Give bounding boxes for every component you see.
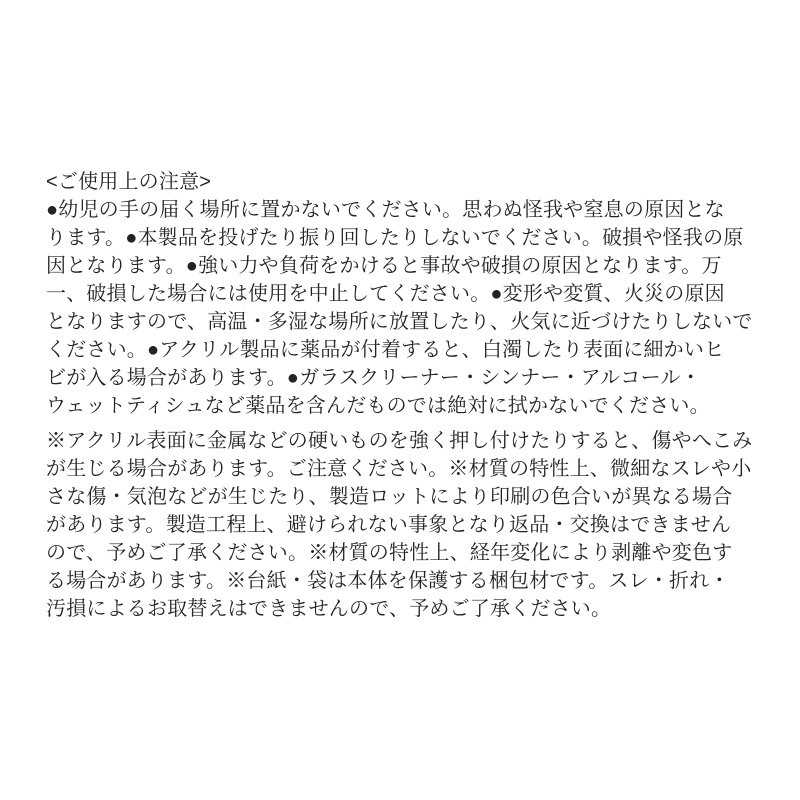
notice-line: ください。●アクリル製品に薬品が付着すると、白濁したり表面に細かいヒ	[46, 339, 725, 361]
notice-line: る場合があります。※台紙・袋は本体を保護する梱包材です。スレ・折れ・	[46, 570, 730, 592]
notice-line: ります。●本製品を投げたり振り回したりしないでください。破損や怪我の原	[46, 227, 744, 249]
notice-line: ビが入る場合があります。●ガラスクリーナー・シンナー・アルコール・	[46, 367, 701, 389]
notice-line: が生じる場合があります。ご注意ください。※材質の特性上、微細なスレや小	[46, 458, 752, 480]
notice-line: さな傷・気泡などが生じたり、製造ロットにより印刷の色合いが異なる場合	[46, 486, 733, 508]
notice-paragraph-warnings	[46, 196, 760, 420]
notice-line: ※アクリル表面に金属などの硬いものを強く押し付けたりすると、傷やへこみ	[46, 430, 753, 452]
notice-title: <ご使用上の注意>	[46, 171, 212, 193]
notice-line: 汚損によるお取替えはできませんので、予めご了承ください。	[46, 598, 612, 620]
notice-paragraph-disclaimers	[46, 427, 760, 623]
notice-line: ウェットティシュなど薬品を含んだものでは絶対に拭かないでください。	[46, 395, 710, 417]
usage-notice	[46, 168, 760, 623]
notice-line: ●幼児の手の届く場所に置かないでください。思わぬ怪我や窒息の原因とな	[46, 199, 725, 221]
notice-line: ので、予めご了承ください。※材質の特性上、経年変化により剥離や変色す	[46, 542, 733, 564]
notice-line: があります。製造工程上、避けられない事象となり返品・交換はできません	[46, 514, 732, 536]
notice-line: 一、破損した場合には使用を中止してください。●変形や変質、火災の原因	[46, 283, 725, 305]
notice-line: となりますので、高温・多湿な場所に放置したり、火気に近づけたりしないで	[46, 311, 753, 333]
notice-line: 因となります。●強い力や負荷をかけると事故や破損の原因となります。万	[46, 255, 722, 277]
